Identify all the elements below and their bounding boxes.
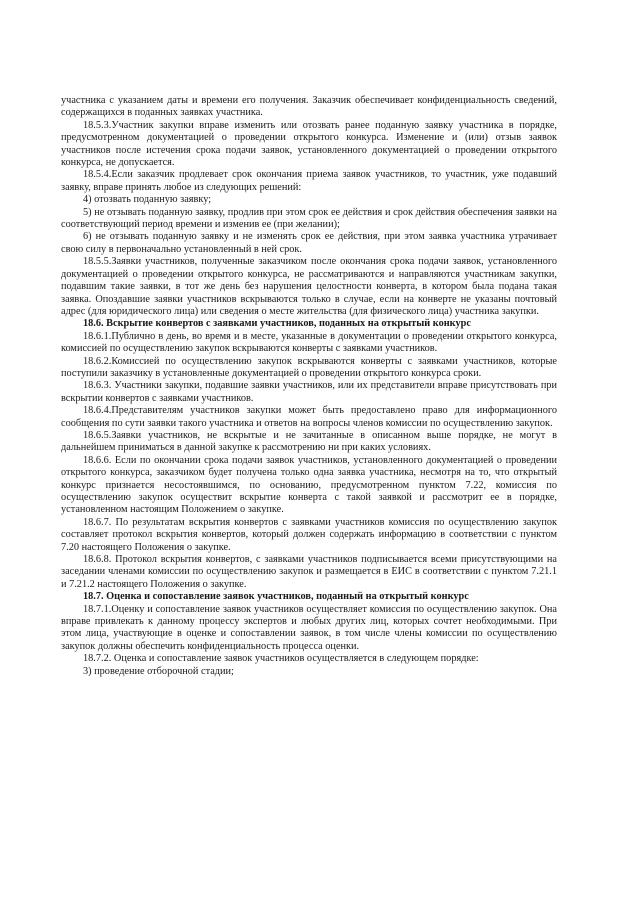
clause-18-6-4: 18.6.4.Представителям участников закупки может быть предоставлено право для информационного сообщения по сути заявки такого участника и ответов на вопросы членов комиссии по осуществлению закупок. bbox=[61, 405, 557, 429]
clause-18-6-5: 18.6.5.Заявки участников, не вскрытые и не зачитанные в описанном выше порядке, не могут в дальнейшем приниматься в данной закупке к рассмотрению ни при каких условиях. bbox=[61, 429, 557, 454]
clause-18-6-1: 18.6.1.Публично в день, во время и в месте, указанные в документации о проведении открытого конкурса, комиссией по осуществлению закупок вскрываются конверты с заявками участников. bbox=[61, 330, 557, 355]
list-item-5: 5) не отзывать поданную заявку, продлив при этом срок ее действия и срок действия обеспечения заявки на соответствующий период времени и изменив ее (при желании); bbox=[61, 206, 557, 231]
clause-18-6-3: 18.6.3. Участники закупки, подавшие заявки участников, или их представители вправе присутствовать при вскрытии конвертов с заявками участников. bbox=[61, 380, 557, 404]
clause-18-5-3: 18.5.3.Участник закупки вправе изменить или отозвать ранее поданную заявку участника в порядке, предусмотренном документацией о проведении открытого конкурса. Изменение и (или) отзыв заявок участников после истечения срока подачи заявок, установленного документацией о проведении открытого конкурса, не допускается. bbox=[61, 119, 557, 169]
clause-18-6-8: 18.6.8. Протокол вскрытия конвертов, с заявками участников подписывается всеми присутствующими на заседании членами комиссии по осуществлению закупок и размещается в ЕИС в соответствии с пунктом 7.21.1 и 7.21.2 настоящего Положения о закупке. bbox=[61, 554, 557, 590]
section-heading-18-6: 18.6. Вскрытие конвертов с заявками участников, поданных на открытый конкурс bbox=[83, 318, 471, 330]
clause-18-6-6: 18.6.6. Если по окончании срока подачи заявок участников, установленного документацией о проведении открытого конкурса, заказчиком будет получена только одна заявка участника, несмотря на то, что открытый конкурс признается несостоявшимся, по основанию, предусмотренном пунктом 7.22, комиссия по осуществлению закупок осуществит вскрытие конверта с такой заявкой и рассмотрит ее в порядке, установленном настоящим Положением о закупке. bbox=[61, 454, 557, 516]
clause-18-5-5: 18.5.5.Заявки участников, полученные заказчиком после окончания срока подачи заявок, установленного документацией о проведении открытого конкурса, не рассматриваются и направляются участникам закупки, подавшим такие заявки, в тот же день без нарушения целостности конверта, в котором была подана такая заявка. Опоздавшие заявки участников вскрываются только в случае, если на конверте не указаны почтовый адрес (для юридического лица) или сведения о месте жительства (для физического лица) участника закупки. bbox=[61, 256, 557, 317]
clause-18-5-4: 18.5.4.Если заказчик продлевает срок окончания приема заявок участников, то участник, уже подавший заявку, вправе принять любое из следующих решений: bbox=[61, 169, 557, 193]
section-heading-18-7: 18.7. Оценка и сопоставление заявок участников, поданный на открытый конкурс bbox=[83, 591, 469, 603]
document-page bbox=[61, 95, 557, 678]
list-item-4: 4) отозвать поданную заявку; bbox=[83, 194, 212, 206]
clause-18-6-7: 18.6.7. По результатам вскрытия конвертов с заявками участников комиссия по осуществлению закупок составляет протокол вскрытия конвертов, который должен содержать информацию в соответствии с пунктом 7.20 настоящего Положения о закупке. bbox=[61, 516, 557, 553]
clause-18-7-1: 18.7.1.Оценку и сопоставление заявок участников осуществляет комиссия по осуществлению закупок. Она вправе привлекать к данному процессу экспертов и любых других лиц, которых сочтет необходимыми. При этом лица, участвующие в оценке и сопоставлении заявок, в том числе члены комиссии по осуществлению закупок должны обеспечить конфиденциальность процесса оценки. bbox=[61, 603, 557, 652]
paragraph-continuation: участника с указанием даты и времени его получения. Заказчик обеспечивает конфиденциальность сведений, содержащихся в поданных заявках участника. bbox=[61, 95, 557, 119]
list-item-3: 3) проведение отборочной стадии; bbox=[83, 665, 234, 677]
clause-18-7-2: 18.7.2. Оценка и сопоставление заявок участников осуществляется в следующем порядке: bbox=[83, 653, 479, 665]
clause-18-6-2: 18.6.2.Комиссией по осуществлению закупок вскрываются конверты с заявками участников, которые поступили заказчику в установленные документацией о проведении открытого конкурса сроки. bbox=[61, 355, 557, 379]
list-item-6: 6) не отзывать поданную заявку и не изменять срок ее действия, при этом заявка участника утрачивает свою силу в первоначально установленный в ней срок. bbox=[61, 231, 557, 255]
